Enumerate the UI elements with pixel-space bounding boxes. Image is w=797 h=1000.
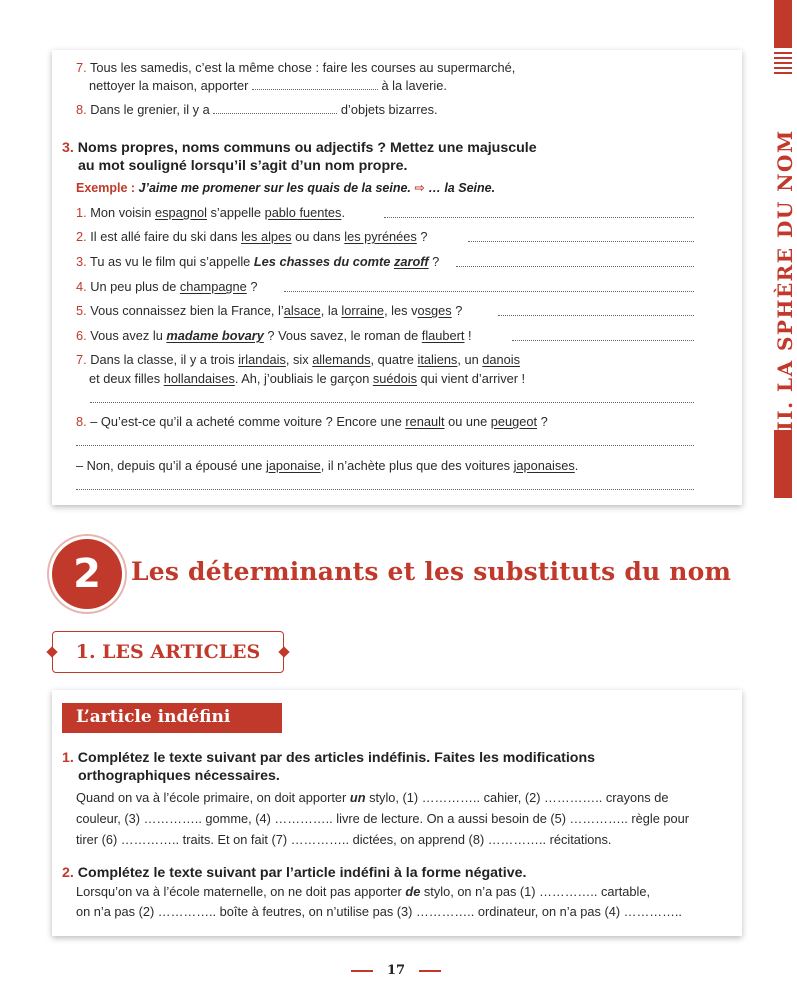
item-text: Mon voisin bbox=[90, 205, 152, 220]
item-text: couleur, (3) ………….. gomme, (4) ………….. livre de lecture. On a aussi besoin de (5) ………….. règle pour bbox=[76, 811, 690, 826]
item-text: ? bbox=[540, 414, 548, 429]
item-text: qui vient d’arriver ! bbox=[420, 371, 526, 386]
answer-blank[interactable] bbox=[498, 306, 694, 316]
item-text: , quatre bbox=[370, 352, 414, 367]
underlined-word: peugeot bbox=[490, 414, 538, 429]
section-title: 1. LES ARTICLES bbox=[75, 641, 261, 663]
exercise-line bbox=[76, 832, 612, 848]
exercise-line bbox=[76, 303, 462, 319]
example-answer: eine. bbox=[466, 181, 496, 195]
item-text: , un bbox=[457, 352, 479, 367]
item-number: 4. bbox=[76, 279, 87, 294]
item-text: ou dans bbox=[295, 229, 341, 244]
underlined-word: espagnol bbox=[154, 205, 207, 220]
arrow-icon: ⇨ bbox=[414, 181, 425, 195]
item-number: 3. bbox=[76, 254, 87, 269]
item-text: – Non, depuis qu’il a épousé une bbox=[76, 458, 263, 473]
question-text: orthographiques nécessaires. bbox=[78, 768, 280, 784]
underlined-word: suédois bbox=[372, 371, 417, 386]
footer-dash bbox=[419, 970, 441, 972]
item-text: à la laverie. bbox=[381, 78, 447, 93]
example-label: Exemple : bbox=[76, 181, 136, 195]
item-text: ou une bbox=[448, 414, 488, 429]
item-text: ? bbox=[420, 229, 428, 244]
underlined-word: japonaise bbox=[265, 458, 321, 473]
item-text: , six bbox=[285, 352, 309, 367]
exercise-question bbox=[78, 157, 407, 175]
exercise-card-top bbox=[52, 50, 742, 505]
underlined-word: renault bbox=[405, 414, 445, 429]
item-text: , les v bbox=[384, 303, 418, 318]
example-answer: S bbox=[458, 181, 467, 195]
underlined-word: champagne bbox=[179, 279, 247, 294]
item-text: Tous les samedis, c’est la même chose : faire les courses au supermarché, bbox=[90, 60, 516, 75]
item-number: 7. bbox=[76, 352, 87, 367]
exercise-line bbox=[76, 790, 668, 806]
item-text: ! bbox=[468, 328, 472, 343]
item-number: 5. bbox=[76, 303, 87, 318]
item-text: , la bbox=[320, 303, 338, 318]
item-text: Quand on va à l’école primaire, on doit apporter bbox=[76, 790, 347, 805]
item-number: 7. bbox=[76, 60, 87, 75]
underlined-word: hollandaises bbox=[163, 371, 235, 386]
underlined-word: irlandais bbox=[238, 352, 286, 367]
exercise-line bbox=[76, 279, 257, 295]
exercise-number: 3. bbox=[62, 140, 74, 156]
page-number: 17 bbox=[386, 963, 406, 979]
item-text: ? bbox=[432, 254, 440, 269]
exercise-line bbox=[76, 352, 520, 368]
exercise-question bbox=[78, 767, 280, 785]
banner-line bbox=[774, 57, 792, 59]
item-text: stylo, (1) ………….. cahier, (2) ………….. crayons de bbox=[369, 790, 669, 805]
answer-blank[interactable] bbox=[456, 257, 694, 267]
item-text: stylo, on n’a pas (1) ………….. cartable, bbox=[423, 884, 651, 899]
section-badge bbox=[52, 631, 284, 673]
exercise-line bbox=[76, 904, 682, 920]
underlined-word: italiens bbox=[417, 352, 458, 367]
exercise-line bbox=[76, 254, 439, 270]
item-text: Lorsqu’on va à l’école maternelle, on ne doit pas apporter bbox=[76, 884, 402, 899]
example-answer: … la bbox=[428, 181, 455, 195]
chapter-title: Les déterminants et les substituts du nom bbox=[131, 557, 732, 586]
emphasis-word: un bbox=[349, 790, 366, 805]
item-text: et deux filles bbox=[89, 371, 161, 386]
answer-blank[interactable] bbox=[284, 282, 694, 292]
subsection-title: L’article indéfini bbox=[76, 707, 231, 727]
chapter-number: 2 bbox=[73, 551, 101, 597]
underlined-word: madame bovary bbox=[166, 328, 264, 343]
exercise-line bbox=[76, 414, 548, 430]
answer-blank[interactable] bbox=[468, 232, 694, 242]
item-text: d’objets bizarres. bbox=[340, 102, 438, 117]
item-number: 6. bbox=[76, 328, 87, 343]
item-number: 1. bbox=[76, 205, 87, 220]
item-text: Vous avez lu bbox=[90, 328, 163, 343]
item-number: 8. bbox=[76, 102, 87, 117]
answer-blank[interactable] bbox=[90, 393, 694, 403]
item-number: 2. bbox=[76, 229, 87, 244]
exercise-question bbox=[62, 749, 595, 767]
item-text: on n’a pas (2) ………….. boîte à feutres, on n’utilise pas (3) ………….. ordinateur, on n’a pas (4) ………….. bbox=[76, 904, 682, 919]
question-text: Noms propres, noms communs ou adjectifs ? Mettez une majuscule bbox=[77, 140, 537, 156]
exercise-line bbox=[76, 328, 472, 344]
item-text: Tu as vu le film qui s’appelle bbox=[90, 254, 251, 269]
underlined-word: alsace bbox=[283, 303, 321, 318]
footer-dash bbox=[351, 970, 373, 972]
exercise-line bbox=[76, 60, 515, 76]
exercise-line bbox=[89, 371, 525, 387]
underlined-word: danois bbox=[482, 352, 520, 367]
answer-blank[interactable] bbox=[252, 80, 378, 90]
item-text: , il n’achète plus que des voitures bbox=[320, 458, 510, 473]
item-text: . bbox=[574, 458, 579, 473]
exercise-number: 2. bbox=[62, 865, 74, 881]
example-text: J’aime me promener sur les quais de la seine. bbox=[138, 181, 411, 195]
exercise-line bbox=[76, 884, 650, 900]
page-footer bbox=[0, 962, 792, 978]
answer-blank[interactable] bbox=[76, 436, 694, 446]
underlined-word: zaroff bbox=[393, 254, 429, 269]
question-text: Complétez le texte suivant par l’article indéfini à la forme négative. bbox=[77, 865, 527, 881]
underlined-word: japonaises bbox=[513, 458, 575, 473]
item-text: tirer (6) ………….. traits. Et on fait (7) ………….. dictées, on apprend (8) ………….. récitations. bbox=[76, 832, 612, 847]
emphasis-word: de bbox=[405, 884, 421, 899]
exercise-number: 1. bbox=[62, 750, 74, 766]
underlined-word: les pyrénées bbox=[344, 229, 417, 244]
item-text: – Qu’est-ce qu’il a acheté comme voiture ? Encore une bbox=[90, 414, 402, 429]
answer-blank[interactable] bbox=[213, 104, 337, 114]
exercise-line bbox=[76, 458, 578, 474]
exercise-line bbox=[76, 229, 428, 245]
item-text: nettoyer la maison, apporter bbox=[89, 78, 249, 93]
side-banner-text: II. LA SPHÈRE DU NOM bbox=[773, 129, 797, 431]
underlined-word: allemands bbox=[312, 352, 371, 367]
underlined-word: pablo fuentes bbox=[264, 205, 342, 220]
underlined-word: lorraine bbox=[341, 303, 385, 318]
answer-blank[interactable] bbox=[76, 480, 694, 490]
answer-blank[interactable] bbox=[512, 331, 694, 341]
exercise-question bbox=[62, 864, 526, 882]
exercise-line bbox=[89, 78, 447, 94]
banner-line bbox=[774, 52, 792, 54]
item-text: ? bbox=[455, 303, 463, 318]
item-text: ? Vous savez, le roman de bbox=[267, 328, 419, 343]
chapter-number-badge bbox=[52, 539, 122, 609]
side-banner-title bbox=[773, 60, 797, 500]
question-text: au mot souligné lorsqu’il s’agit d’un nom propre. bbox=[78, 158, 408, 174]
item-text: Il est allé faire du ski dans bbox=[90, 229, 238, 244]
underlined-word: flaubert bbox=[421, 328, 465, 343]
item-text: ? bbox=[250, 279, 258, 294]
exercise-line bbox=[76, 102, 438, 118]
film-title: Les chasses du comte bbox=[253, 254, 391, 269]
item-text: s’appelle bbox=[210, 205, 262, 220]
exercise-line bbox=[76, 811, 689, 827]
item-text: Un peu plus de bbox=[90, 279, 177, 294]
item-text: Vous connaissez bien la France, l’ bbox=[90, 303, 284, 318]
item-text: Dans la classe, il y a trois bbox=[90, 352, 235, 367]
exercise-line bbox=[76, 205, 345, 221]
question-text: Complétez le texte suivant par des articles indéfinis. Faites les modifications bbox=[77, 750, 596, 766]
item-text: . Ah, j’oubliais le garçon bbox=[234, 371, 370, 386]
item-text: . bbox=[341, 205, 345, 220]
item-text: Dans le grenier, il y a bbox=[90, 102, 210, 117]
underlined-word: les alpes bbox=[241, 229, 292, 244]
answer-blank[interactable] bbox=[384, 208, 694, 218]
item-number: 8. bbox=[76, 414, 87, 429]
subsection-heading bbox=[62, 703, 282, 733]
exercise-question bbox=[62, 139, 537, 157]
banner-bar-top bbox=[774, 0, 792, 48]
underlined-word: osges bbox=[417, 303, 452, 318]
example-line bbox=[76, 180, 495, 196]
